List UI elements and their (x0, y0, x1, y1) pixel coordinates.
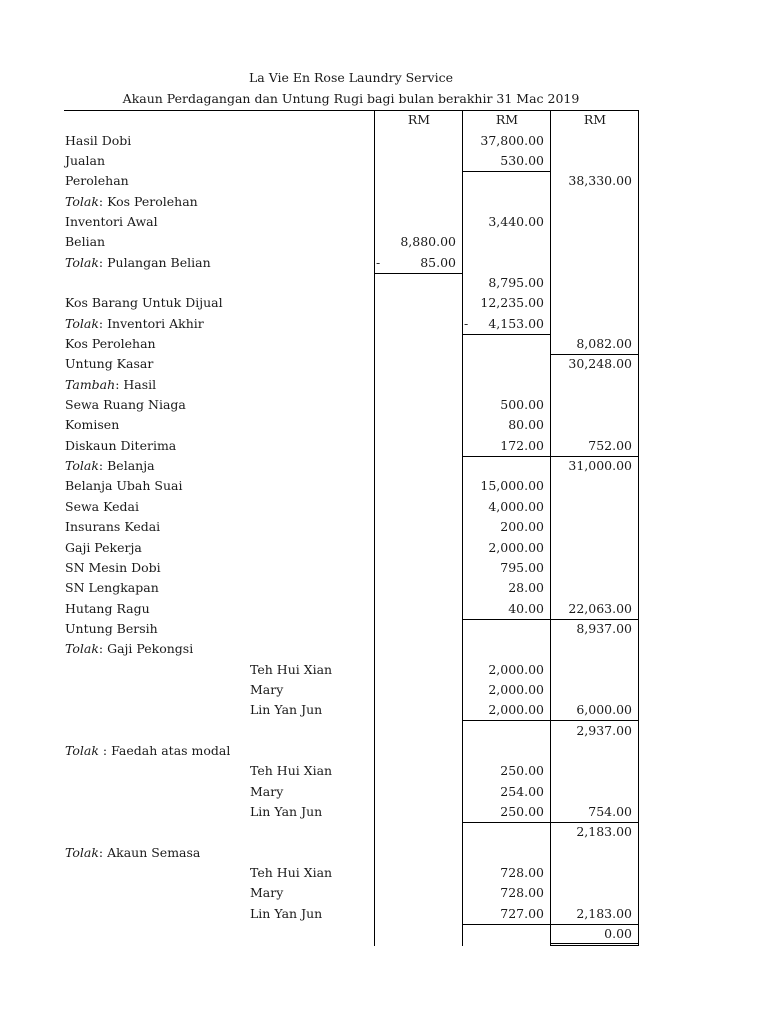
column-header-1: RM (407, 112, 431, 127)
amount-col-3: 8,082.00 (576, 336, 632, 351)
row-description: Sewa Kedai (65, 498, 139, 514)
amount-col-2: 530.00 (500, 152, 544, 168)
partner-name: Teh Hui Xian (250, 865, 333, 881)
row-description (65, 253, 211, 273)
amount-col-2: 728.00 (500, 865, 544, 881)
amount-col-1: 85.00 (420, 254, 456, 270)
column-header-3: RM (583, 112, 607, 127)
row-description: Gaji Pekerja (65, 539, 142, 555)
row-description: Komisen (65, 417, 120, 433)
row-keyword: Tambah (65, 376, 116, 392)
ledger-row (64, 497, 638, 517)
ledger-row (64, 578, 638, 598)
partner-name: Lin Yan Jun (250, 905, 323, 921)
row-description: SN Lengkapan (65, 580, 159, 596)
ledger-row (64, 273, 638, 293)
amount-col-3: 752.00 (588, 437, 632, 453)
row-description: Untung Bersih (65, 620, 158, 636)
partner-name: Lin Yan Jun (250, 702, 323, 718)
row-description: SN Mesin Dobi (65, 559, 161, 575)
row-description: Jualan (65, 152, 106, 168)
amount-col-2: 12,235.00 (480, 295, 544, 311)
amount-col-2: 2,000.00 (488, 681, 544, 697)
row-keyword: Tolak (65, 458, 99, 474)
row-keyword: Tolak (65, 641, 99, 657)
ledger-row (64, 822, 638, 842)
ledger-row (64, 232, 638, 252)
ledger-row (64, 660, 638, 680)
amount-col-2: 80.00 (508, 417, 544, 433)
ledger-row (64, 782, 638, 802)
row-description (65, 843, 200, 863)
row-description (65, 639, 193, 659)
row-keyword: Tolak (65, 254, 99, 270)
amount-col-3: 8,937.00 (576, 620, 632, 636)
ledger-row (64, 639, 638, 659)
ledger-row (64, 924, 638, 944)
ledger-row (64, 883, 638, 903)
ledger-row (64, 212, 638, 232)
company-name: La Vie En Rose Laundry Service (248, 70, 454, 85)
amount-col-2: 8,795.00 (488, 274, 544, 290)
ledger-row (64, 802, 638, 822)
ledger-row (64, 721, 638, 741)
amount-col-2: 4,000.00 (488, 498, 544, 514)
row-description: Hasil Dobi (65, 132, 132, 148)
ledger-row (64, 517, 638, 537)
row-description-rest: : Gaji Pekongsi (98, 641, 194, 657)
row-keyword: Tolak (65, 315, 99, 331)
row-description-rest: : Faedah atas modal (98, 743, 231, 758)
row-keyword: Tolak (65, 743, 99, 758)
ledger-row (64, 761, 638, 781)
column-header-2: RM (495, 112, 519, 127)
amount-col-2: 200.00 (500, 519, 544, 535)
row-description: Hutang Ragu (65, 600, 150, 616)
row-description: Kos Barang Untuk Dijual (65, 295, 223, 311)
row-description: Sewa Ruang Niaga (65, 397, 186, 413)
ledger-row (64, 456, 638, 476)
row-description (65, 375, 156, 395)
ledger-table (64, 110, 638, 946)
amount-col-2: 727.00 (500, 905, 544, 921)
ledger-row (64, 599, 638, 619)
amount-col-2: 2,000.00 (488, 661, 544, 677)
column-header-row (64, 110, 638, 130)
amount-col-2: 250.00 (500, 763, 544, 779)
amount-col-3: 22,063.00 (568, 600, 632, 616)
ledger-row (64, 395, 638, 415)
partner-name: Teh Hui Xian (250, 763, 333, 779)
ledger-row (64, 904, 638, 924)
row-description (65, 192, 198, 212)
partner-name: Mary (250, 681, 284, 697)
row-description: Kos Perolehan (65, 336, 156, 351)
amount-col-2: 4,153.00 (488, 315, 544, 331)
minus-sign: - (464, 315, 469, 331)
row-description: Perolehan (65, 173, 129, 189)
amount-col-2: 728.00 (500, 885, 544, 901)
amount-col-2: 3,440.00 (488, 213, 544, 229)
amount-col-2: 172.00 (500, 437, 544, 453)
amount-col-2: 795.00 (500, 559, 544, 575)
amount-col-3: 6,000.00 (576, 702, 632, 718)
ledger-row (64, 375, 638, 395)
ledger-row (64, 436, 638, 456)
ledger-row (64, 619, 638, 639)
amount-col-1: 8,880.00 (400, 234, 456, 250)
ledger-row (64, 253, 638, 273)
ledger-row (64, 538, 638, 558)
amount-col-3: 0.00 (604, 926, 632, 942)
minus-sign: - (376, 254, 381, 270)
row-description (65, 456, 155, 476)
ledger-row (64, 843, 638, 863)
ledger-row (64, 151, 638, 171)
row-description-rest: : Belanja (98, 458, 155, 474)
partner-name: Teh Hui Xian (250, 661, 333, 677)
ledger-row (64, 293, 638, 313)
row-description: Belian (65, 234, 106, 250)
row-description: Diskaun Diterima (65, 437, 177, 453)
row-keyword: Tolak (65, 844, 99, 860)
amount-col-2: 15,000.00 (480, 478, 544, 494)
ledger-row (64, 476, 638, 496)
row-description: Inventori Awal (65, 213, 158, 229)
partner-name: Mary (250, 783, 284, 799)
partner-name: Lin Yan Jun (250, 804, 323, 820)
row-description-rest: : Pulangan Belian (98, 254, 211, 270)
amount-col-2: 2,000.00 (488, 539, 544, 555)
amount-col-3: 2,183.00 (576, 824, 632, 840)
amount-col-2: 28.00 (508, 580, 544, 596)
amount-col-2: 254.00 (500, 783, 544, 799)
amount-col-3: 754.00 (588, 804, 632, 820)
row-description (65, 314, 204, 334)
row-description-rest: : Akaun Semasa (98, 844, 201, 860)
row-description-rest: : Hasil (115, 376, 157, 392)
amount-col-3: 30,248.00 (568, 356, 632, 372)
ledger-row (64, 131, 638, 151)
row-description: Insurans Kedai (65, 519, 161, 535)
ledger-row (64, 314, 638, 334)
column-divider-4 (638, 110, 639, 946)
row-description-rest: : Kos Perolehan (98, 193, 198, 209)
ledger-row (64, 558, 638, 578)
amount-col-3: 38,330.00 (568, 173, 632, 189)
partner-name: Mary (250, 885, 284, 901)
ledger-row (64, 863, 638, 883)
ledger-row (64, 700, 638, 720)
amount-col-3: 2,183.00 (576, 905, 632, 921)
ledger-row (64, 415, 638, 435)
row-description-rest: : Inventori Akhir (98, 315, 204, 331)
row-description: Untung Kasar (65, 356, 154, 372)
amount-col-3: 2,937.00 (576, 722, 632, 738)
amount-col-2: 40.00 (508, 600, 544, 616)
statement-title: Akaun Perdagangan dan Untung Rugi bagi bulan berakhir 31 Mac 2019 (122, 91, 580, 106)
row-description (65, 741, 230, 761)
amount-col-2: 500.00 (500, 397, 544, 413)
ledger-row (64, 334, 638, 354)
amount-col-2: 2,000.00 (488, 702, 544, 718)
amount-col-3: 31,000.00 (568, 458, 632, 474)
row-keyword: Tolak (65, 193, 99, 209)
ledger-row (64, 680, 638, 700)
ledger-row (64, 741, 638, 761)
amount-col-2: 37,800.00 (480, 132, 544, 148)
final-double-rule (550, 945, 638, 946)
ledger-row (64, 171, 638, 191)
ledger-row (64, 192, 638, 212)
amount-col-2: 250.00 (500, 804, 544, 820)
row-description: Belanja Ubah Suai (65, 478, 183, 494)
ledger-row (64, 354, 638, 374)
